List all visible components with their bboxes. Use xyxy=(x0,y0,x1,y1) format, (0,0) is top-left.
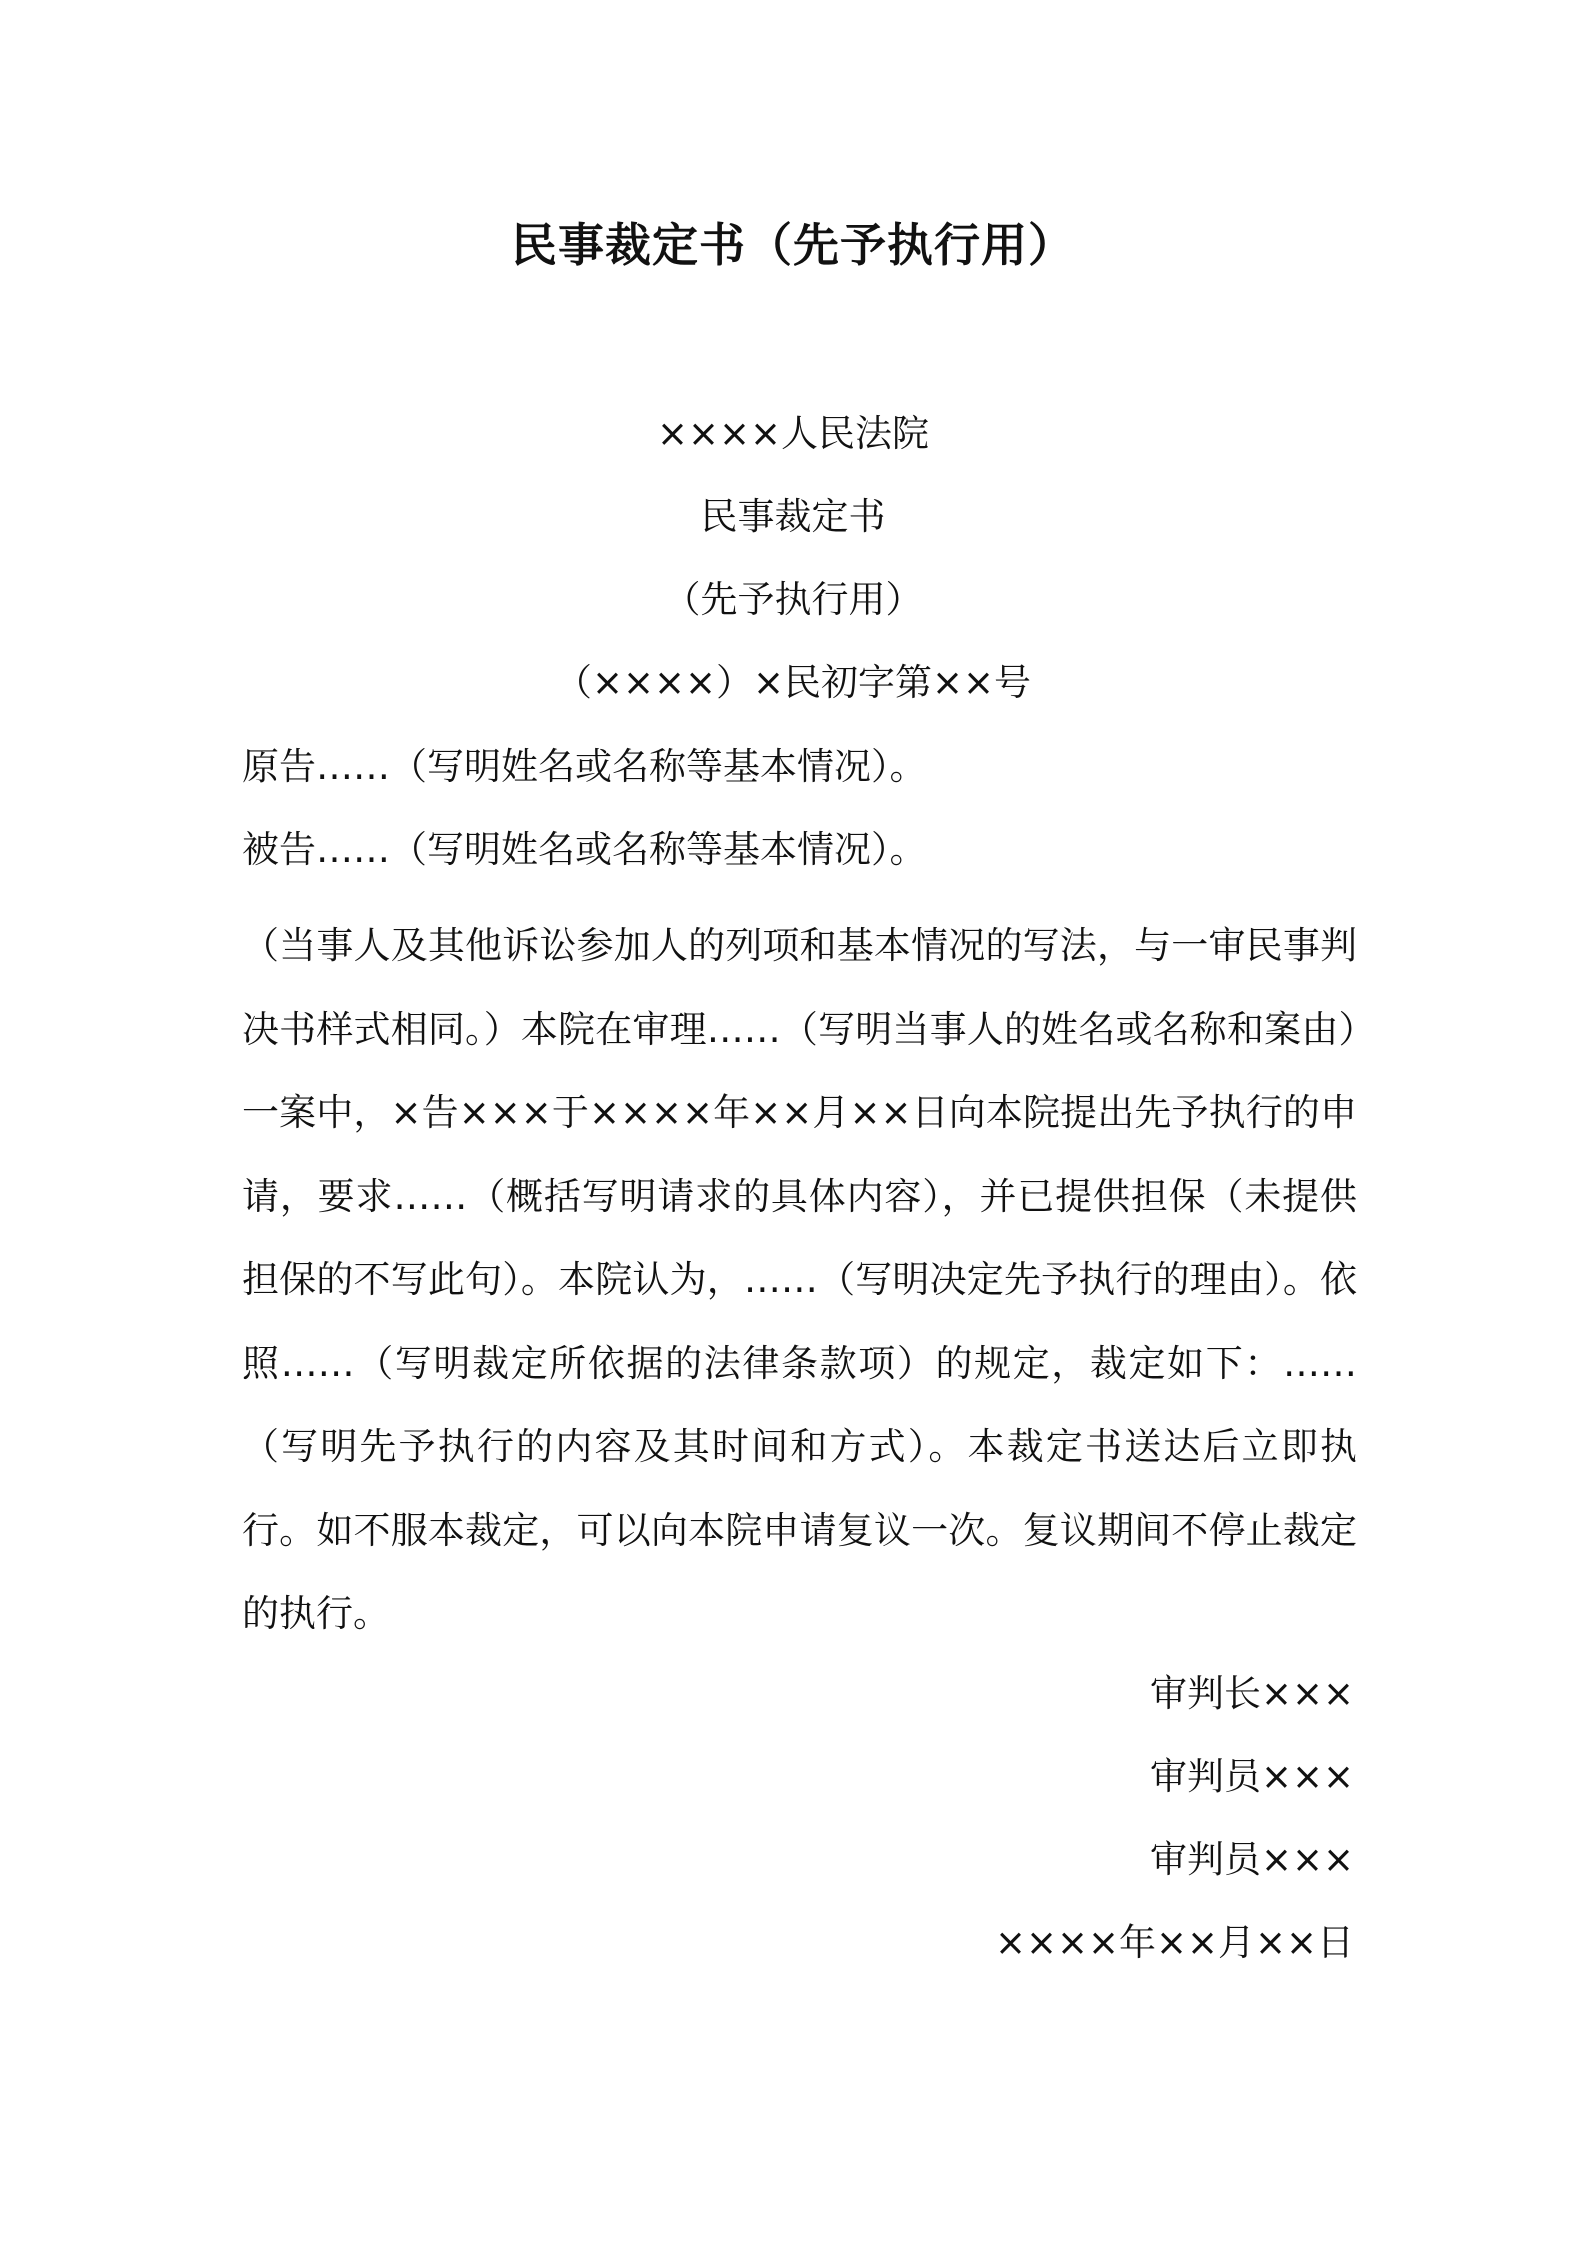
presiding-judge-signature: 审判长××× xyxy=(1149,1672,1354,1715)
court-name: ××××人民法院 xyxy=(656,412,929,455)
judge-signature-2: 审判员××× xyxy=(1149,1838,1354,1881)
document-title: 民事裁定书（先予执行用） xyxy=(511,218,1075,272)
judge-signature-1: 审判员××× xyxy=(1149,1755,1354,1798)
defendant-line: 被告……（写明姓名或名称等基本情况）。 xyxy=(242,828,927,871)
ruling-date: ××××年××月××日 xyxy=(994,1921,1354,1964)
document-kind: 民事裁定书 xyxy=(700,495,886,538)
ruling-body: （当事人及其他诉讼参加人的列项和基本情况的写法，与一审民事判决书样式相同。）本院在审理……（写明当事人的姓名或名称和案由）一案中，×告×××于××××年××月××日向本院提出先予执行的申请，要求……（概括写明请求的具体内容），并已提供担保（未提供担保的不写此句）。本院认为，……（写明决定先予执行的理由）。依照……（写明裁定所依据的法律条款项）的规定，裁定如下：……（写明先予执行的内容及其时间和方式）。本裁定书送达后立即执行。如不服本裁定，可以向本院申请复议一次。复议期间不停止裁定的执行。 xyxy=(242,924,1357,1635)
plaintiff-line: 原告……（写明姓名或名称等基本情况）。 xyxy=(242,745,927,788)
case-number: （××××）×民初字第××号 xyxy=(554,661,1031,704)
document-usage: （先予执行用） xyxy=(663,578,923,621)
